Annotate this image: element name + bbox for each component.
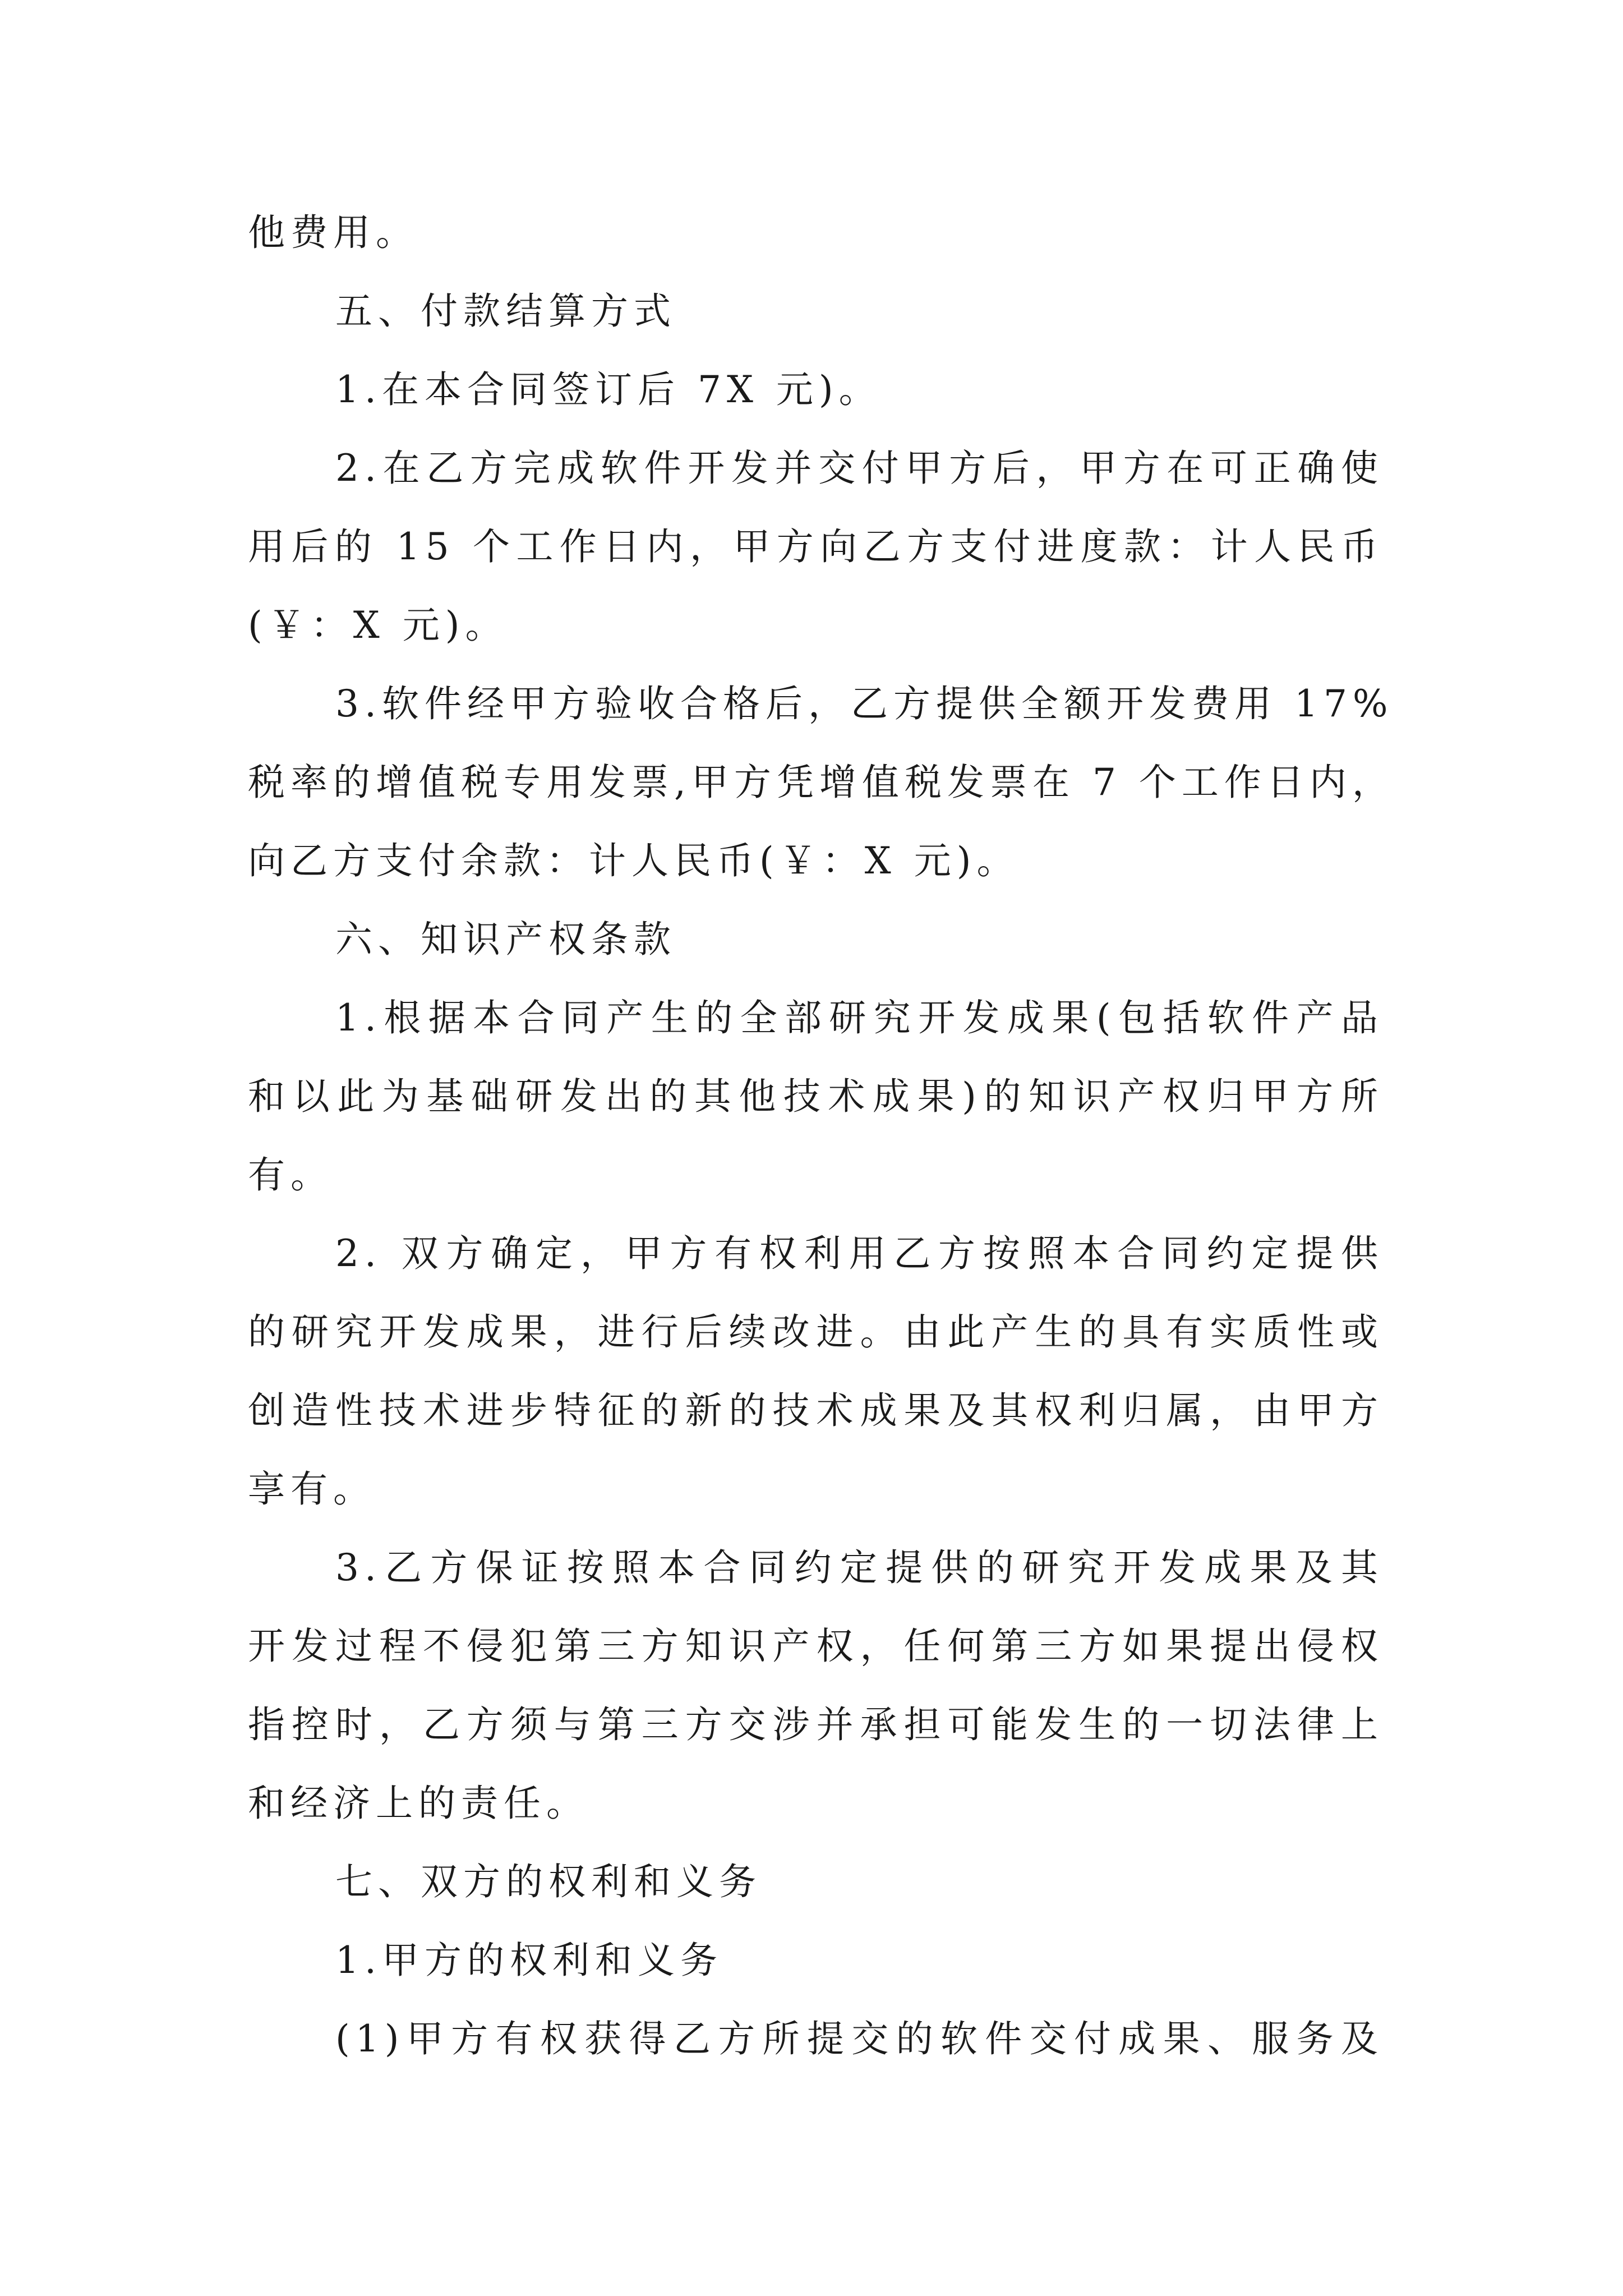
text-line: 2. 双方确定，甲方有权利用乙方按照本合同约定提供 [335, 1232, 1384, 1275]
text-line: 享有。 [248, 1467, 376, 1511]
text-line: 3.乙方保证按照本合同约定提供的研究开发成果及其 [335, 1546, 1384, 1589]
text-line: 向乙方支付余款：计人民币(￥：X 元)。 [248, 839, 1020, 882]
text-line: (￥：X 元)。 [248, 604, 508, 647]
text-line: 2.在乙方完成软件开发并交付甲方后，甲方在可正确使 [335, 447, 1384, 490]
section-heading: 五、付款结算方式 [335, 289, 676, 333]
text-line: 开发过程不侵犯第三方知识产权，任何第三方如果提出侵权 [248, 1625, 1384, 1668]
text-line: 指控时，乙方须与第三方交涉并承担可能发生的一切法律上 [248, 1703, 1384, 1746]
text-line: 和经济上的责任。 [248, 1782, 589, 1825]
text-line: 的研究开发成果，进行后续改进。由此产生的具有实质性或 [248, 1310, 1384, 1354]
text-line: 税率的增值税专用发票,甲方凭增值税发票在 7 个工作日内， [248, 761, 1395, 804]
text-line: (1)甲方有权获得乙方所提交的软件交付成果、服务及 [335, 2017, 1384, 2060]
text-line: 1.甲方的权利和义务 [335, 1939, 723, 1982]
section-heading: 七、双方的权利和义务 [335, 1860, 762, 1903]
text-line: 3.软件经甲方验收合格后，乙方提供全额开发费用 17% [335, 682, 1394, 725]
text-line: 1.在本合同签订后 7X 元)。 [335, 368, 882, 411]
text-line: 用后的 15 个工作日内，甲方向乙方支付进度款：计人民币 [248, 525, 1384, 568]
section-heading: 六、知识产权条款 [335, 918, 676, 961]
text-line: 创造性技术进步特征的新的技术成果及其权利归属，由甲方 [248, 1389, 1384, 1432]
text-line: 有。 [248, 1153, 333, 1197]
text-line: 和以此为基础研发出的其他技术成果)的知识产权归甲方所 [248, 1075, 1384, 1118]
text-line: 1.根据本合同产生的全部研究开发成果(包括软件产品 [335, 996, 1384, 1039]
document-body [248, 194, 1395, 2078]
text-line: 他费用。 [248, 211, 418, 254]
